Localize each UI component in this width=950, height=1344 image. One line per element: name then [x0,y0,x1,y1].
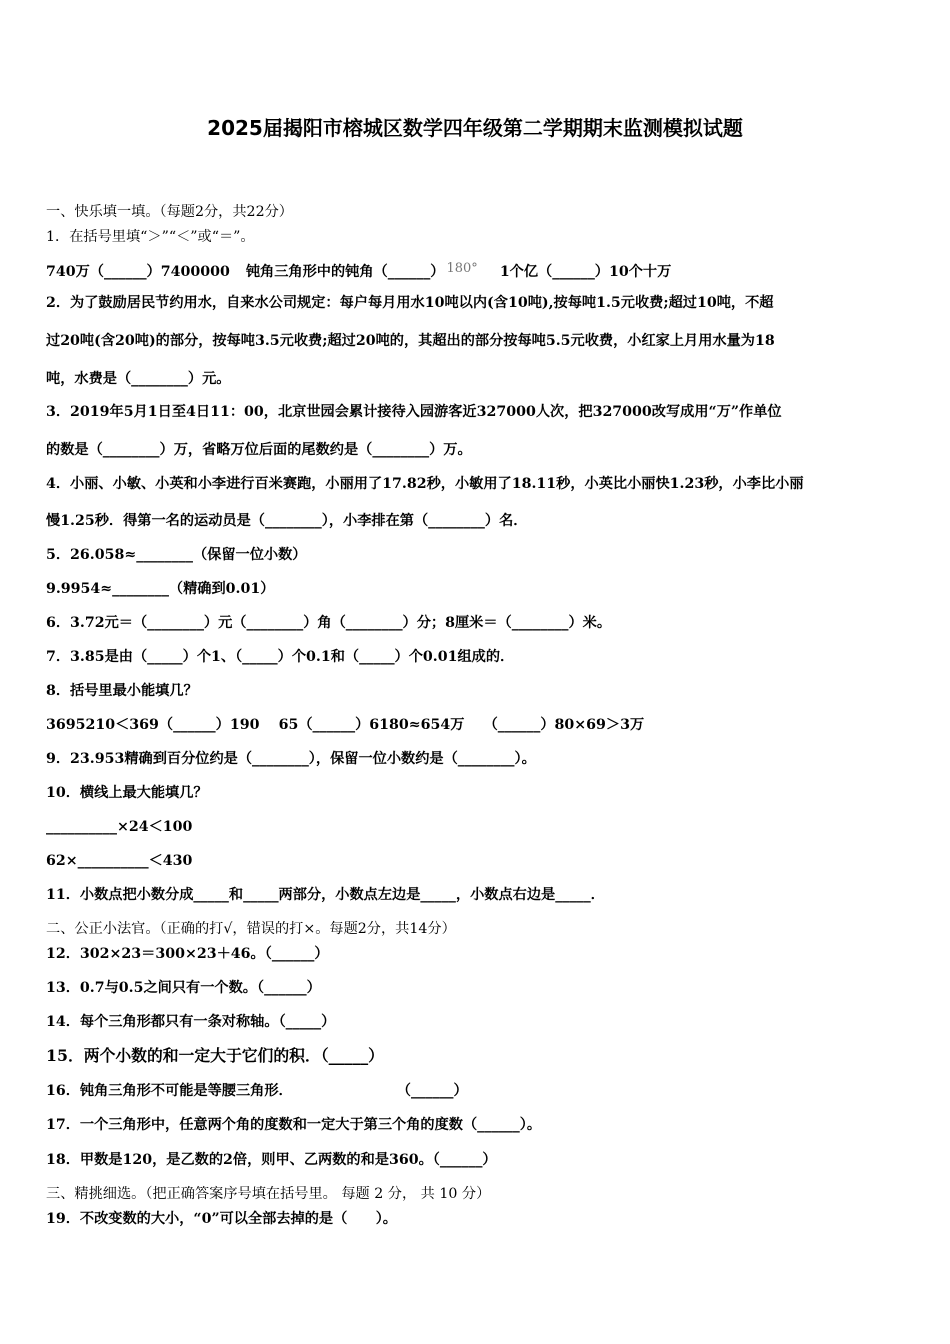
question-10-row-1: __________×24＜100 [46,819,193,835]
question-11: 11．小数点把小数分成_____和_____两部分，小数点左边是_____，小数点右边是_____． [46,887,605,903]
question-10: 10．横线上最大能填几？ [46,785,208,801]
question-7: 7．3.85是由（_____）个1、（_____）个0.1和（_____）个0.01组成的． [46,649,515,665]
q1-degree-label: 180° [446,261,478,276]
question-19: 19．不改变数的大小，“0”可以全部去掉的是（ ）。 [46,1211,397,1227]
question-9: 9．23.953精确到百分位约是（________），保留一位小数约是（________）。 [46,751,536,767]
question-5-line-2: 9.9954≈________（精确到0.01） [46,581,275,597]
question-18: 18．甲数是120，是乙数的2倍，则甲、乙两数的和是360。（______） [46,1152,497,1168]
question-2-line-1: 2．为了鼓励居民节约用水，自来水公司规定：每户每月用水10吨以内(含10吨),按每吨1.5元收费;超过10吨，不超 [46,295,774,311]
q16-blank: （______） [396,1083,468,1099]
question-2-line-3: 吨，水费是（________）元。 [46,371,231,387]
question-2-line-2: 过20吨(含20吨)的部分，按每吨3.5元收费;超过20吨的，其超出的部分按每吨5.5元收费，小红家上月用水量为18 [46,333,775,349]
section-1-heading: 一、快乐填一填。（每题2分，共22分） [46,204,293,220]
question-17: 17．一个三角形中，任意两个角的度数和一定大于第三个角的度数（______）。 [46,1117,542,1133]
question-13: 13．0.7与0.5之间只有一个数。（______） [46,980,321,996]
question-3-line-1: 3．2019年5月1日至4日11：00，北京世园会累计接待入园游客近327000人次，把327000改写成用“万”作单位 [46,404,782,420]
question-10-row-2: 62×__________＜430 [46,853,193,869]
question-15: 15．两个小数的和一定大于它们的积．（_____） [46,1046,384,1065]
question-5-line-1: 5．26.058≈________（保留一位小数） [46,547,307,563]
question-8-row: 3695210＜369（______）190 65（______）6180≈654万 （______）80×69＞3万 [46,717,645,733]
question-1: 1．在括号里填“＞”“＜”或“＝”。 [46,229,255,245]
q16-text: 16．钝角三角形不可能是等腰三角形． [46,1083,293,1099]
question-16 [46,1081,910,1101]
question-4-line-1: 4．小丽、小敏、小英和小李进行百米赛跑，小丽用了17.82秒，小敏用了18.11秒，小英比小丽快1.23秒，小李比小丽 [46,476,804,492]
question-6: 6．3.72元＝（________）元（________）角（________）分；8厘米＝（________）米。 [46,615,612,631]
question-12: 12．302×23＝300×23＋46。（______） [46,946,329,962]
q1-item-a: 740万（______）7400000 [46,264,230,280]
question-1-row [46,259,910,282]
question-4-line-2: 慢1.25秒．得第一名的运动员是（________），小李排在第（________）名． [46,513,528,529]
q1-item-c: 1个亿（______）10个十万 [499,264,672,280]
section-3-heading: 三、精挑细选。（把正确答案序号填在括号里。 每题 2 分， 共 10 分） [46,1186,491,1202]
page-title: 2025届揭阳市榕城区数学四年级第二学期期末监测模拟试题 [207,116,743,140]
q1-item-b: 钝角三角形中的钝角（______） [245,264,445,280]
question-3-line-2: 的数是（________）万，省略万位后面的尾数约是（________）万。 [46,442,472,458]
question-8: 8．括号里最小能填几？ [46,683,198,699]
section-2-heading: 二、公正小法官。（正确的打√，错误的打×。每题2分，共14分） [46,921,456,937]
question-14: 14．每个三角形都只有一条对称轴。（_____） [46,1014,336,1030]
